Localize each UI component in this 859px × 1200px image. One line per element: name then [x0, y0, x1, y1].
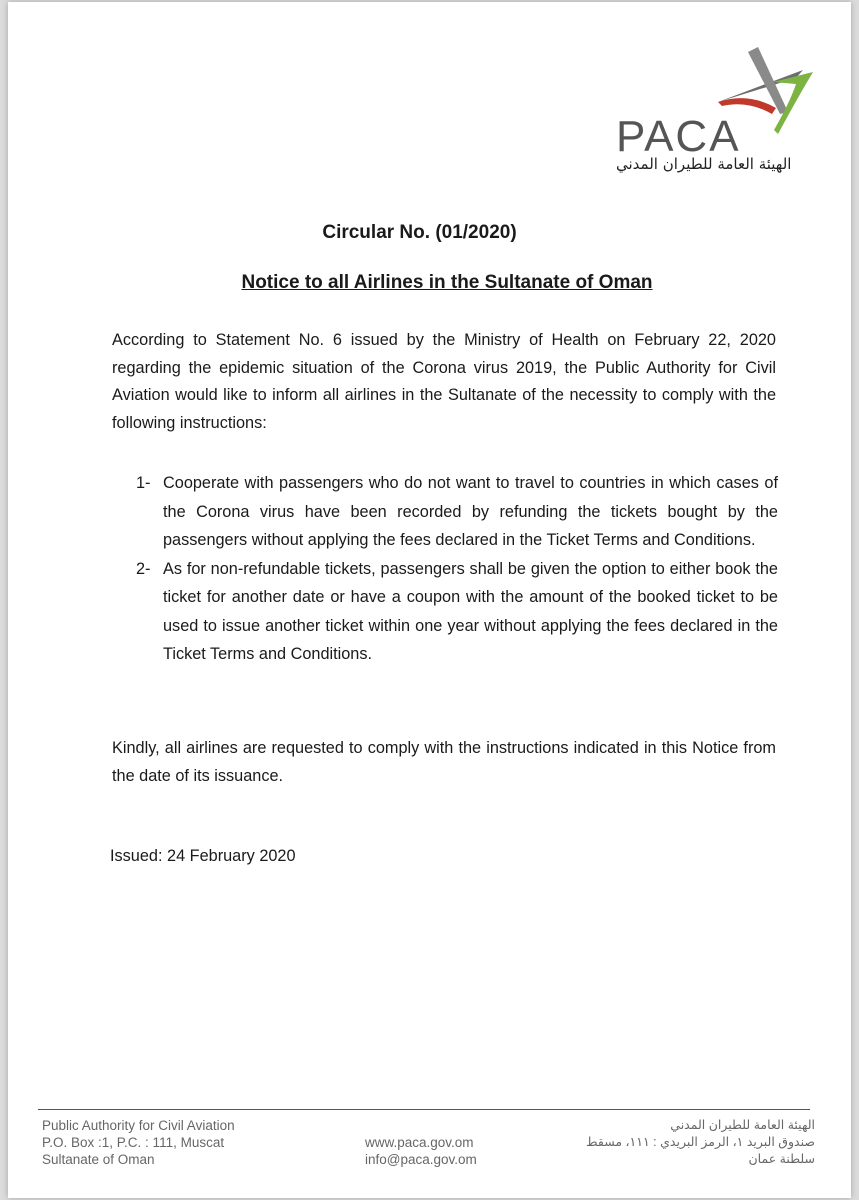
footer-line: Sultanate of Oman	[42, 1152, 155, 1167]
footer-address-arabic	[586, 1117, 815, 1168]
footer-divider	[38, 1109, 810, 1110]
footer-address-english	[42, 1117, 235, 1168]
notice-title: Notice to all Airlines in the Sultanate of Oman	[241, 272, 653, 293]
email-link[interactable]: info@paca.gov.om	[365, 1152, 477, 1167]
list-item	[136, 555, 778, 669]
footer-line: سلطنة عمان	[748, 1152, 815, 1166]
list-item-number: 1-	[136, 474, 151, 492]
list-item-number: 2-	[136, 559, 151, 578]
intro-paragraph: According to Statement No. 6 issued by the Ministry of Health on February 22, 2020 regarding the epidemic situation of the Corona virus 2019, the Public Authority for Civil Aviation would like to inform all airlines in the Sultanate of the necessity to comply with the following instructions:	[112, 331, 776, 432]
footer-line: P.O. Box :1, P.C. : 111, Muscat	[42, 1135, 225, 1150]
instructions-list	[136, 469, 778, 669]
paca-logo	[598, 42, 823, 182]
closing-paragraph: Kindly, all airlines are requested to comply with the instructions indicated in this Notice from the date of its issuance.	[112, 739, 776, 785]
issued-date: Issued: 24 February 2020	[110, 847, 296, 865]
document-page	[8, 2, 851, 1198]
logo-text: PACA	[616, 112, 741, 161]
footer-contact	[365, 1134, 477, 1168]
website-link[interactable]: www.paca.gov.om	[365, 1135, 474, 1150]
list-item-text: As for non-refundable tickets, passengers shall be given the option to either book the ticket for another date or have a coupon with the amount of the booked ticket to be used to issue another ticket within one year without applying the fees declared in the Ticket Terms and Conditions.	[163, 559, 778, 663]
footer-line: Public Authority for Civil Aviation	[42, 1118, 235, 1133]
logo-arabic-text: الهيئة العامة للطيران المدني	[616, 155, 792, 173]
list-item-text: Cooperate with passengers who do not want to travel to countries in which cases of the Corona virus have been recorded by refunding the tickets bought by the passengers without applying the fees declared in the Ticket Terms and Conditions.	[163, 474, 778, 549]
circular-number: Circular No. (01/2020)	[322, 222, 517, 243]
footer-line: الهيئة العامة للطيران المدني	[670, 1118, 815, 1132]
footer-line: صندوق البريد ١، الرمز البريدي : ١١١، مسقط	[586, 1135, 815, 1149]
list-item	[136, 469, 778, 555]
